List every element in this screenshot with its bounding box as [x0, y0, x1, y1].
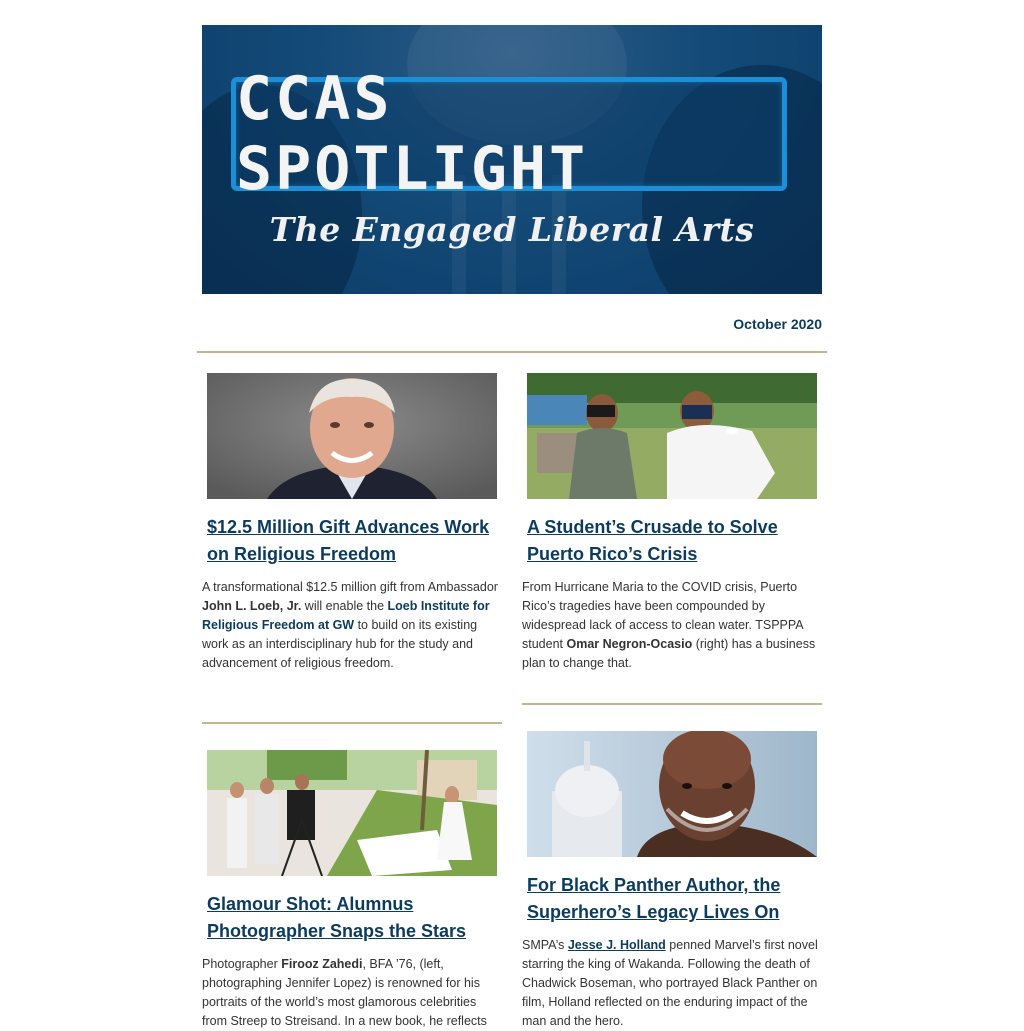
summary-text: will enable the: [301, 599, 388, 613]
article-summary: [522, 936, 822, 1031]
article-photo-holland[interactable]: [527, 731, 817, 857]
summary-text: A transformational $12.5 million gift from Ambassador: [202, 580, 498, 594]
header-banner[interactable]: [202, 25, 822, 294]
article-photo-puerto-rico[interactable]: [527, 373, 817, 499]
loeb-institute-link[interactable]: Loeb Institute for Religious Freedom at GW: [202, 599, 490, 632]
article-photo-loeb[interactable]: [207, 373, 497, 499]
summary-text: (right) has a business plan to change that.: [522, 637, 816, 670]
summary-text: to build on its existing work as an interdisciplinary hub for the study and advancement of religious freedom.: [202, 618, 478, 670]
divider: [202, 722, 502, 724]
article-title-link[interactable]: A Student’s Crusade to Solve Puerto Rico’s Crisis: [527, 517, 778, 564]
divider: [522, 703, 822, 705]
divider: [197, 351, 827, 353]
person-name: John L. Loeb, Jr.: [202, 599, 302, 613]
summary-text: , BFA ’76, (left, photographing Jennifer Lopez) is renowned for his portraits of the world’s most glamorous celebrities from Streep to Streisand. In a new book, he reflects: [202, 957, 487, 1028]
article-title-link[interactable]: For Black Panther Author, the Superhero’s Legacy Lives On: [527, 875, 781, 922]
person-name: Firooz Zahedi: [281, 957, 363, 971]
article-title-link[interactable]: Glamour Shot: Alumnus Photographer Snaps the Stars: [207, 894, 467, 941]
jesse-holland-link[interactable]: Jesse J. Holland: [567, 938, 666, 952]
article-photo-zahedi[interactable]: [207, 750, 497, 876]
summary-text: penned Marvel’s first novel starring the king of Wakanda. Following the death of Chadwick Boseman, who portrayed Black Panther on film, Holland reflected on the enduring impact of the man and the hero.: [522, 938, 818, 1028]
article-summary: [202, 578, 502, 673]
summary-text: Photographer: [202, 957, 282, 971]
banner-title: CCAS SPOTLIGHT: [236, 64, 589, 204]
article-summary: [202, 955, 502, 1031]
person-name: Omar Negron-Ocasio: [566, 637, 693, 651]
summary-text: SMPA’s: [522, 938, 568, 952]
summary-text: From Hurricane Maria to the COVID crisis, Puerto Rico’s tragedies have been compounded by widespread lack of access to clean water. TSPPPA student: [522, 580, 803, 651]
article-title-link[interactable]: $12.5 Million Gift Advances Work on Religious Freedom: [207, 517, 490, 564]
issue-date: October 2020: [733, 316, 822, 332]
article-summary: [522, 578, 822, 673]
banner-title-frame: [231, 64, 787, 204]
banner-subtitle: The Engaged Liberal Arts: [269, 210, 755, 249]
